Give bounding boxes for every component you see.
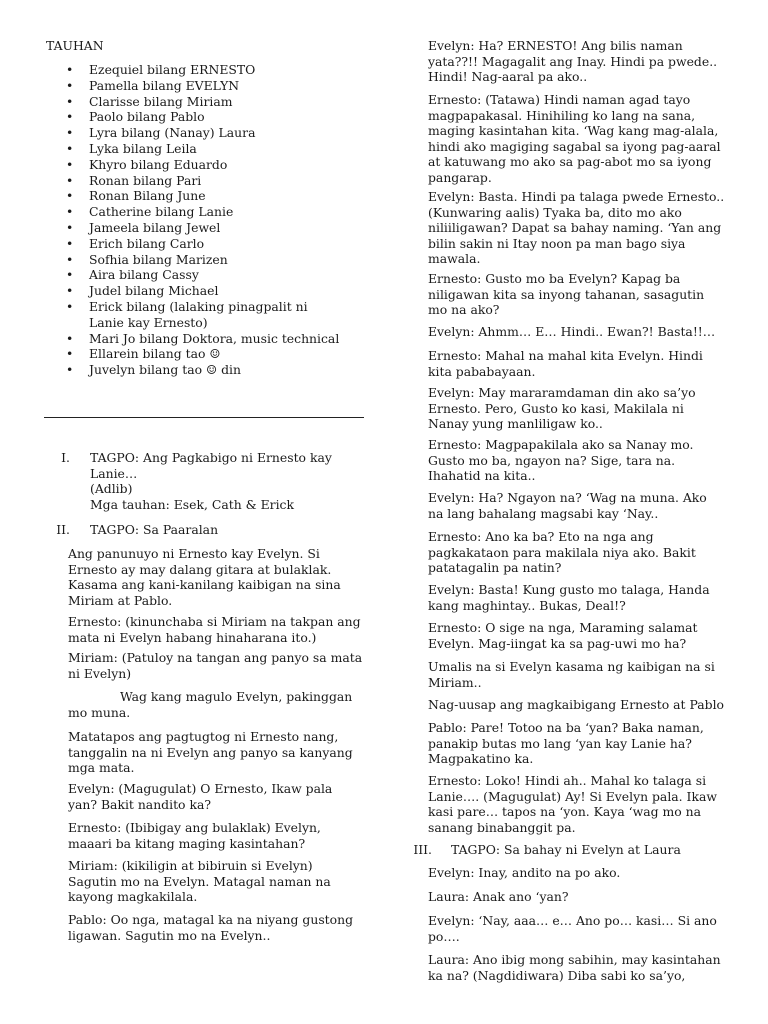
scene-3-paragraph: Evelyn: Inay, andito na po ako. <box>428 865 621 880</box>
cast-item: • Lyka bilang Leila <box>46 141 346 157</box>
scene-2-paragraph: Nag-uusap ang magkaibigang Ernesto at Pablo <box>428 697 724 712</box>
cast-heading: TAUHAN <box>46 38 104 53</box>
scene-2-paragraph: Matatapos ang pagtugtog ni Ernesto nang, tanggalin na ni Evelyn ang panyo sa kanyang mga mata. <box>68 729 353 775</box>
cast-item: • Erick bilang (lalaking pinagpalit ni Lanie kay Ernesto) <box>46 299 346 331</box>
scene-2-paragraph: Ernesto: Loko! Hindi ah.. Mahal ko talaga si Lanie…. (Magugulat) Ay! Si Evelyn pala. Ikaw kasi pare… tapos na ‘yon. Kaya ‘wag mo na sanang binabanggit pa. <box>428 773 717 835</box>
cast-item: • Clarisse bilang Miriam <box>46 94 346 110</box>
scene-3-paragraph: Evelyn: ‘Nay, aaa… e… Ano po… kasi… Si ano po…. <box>428 913 717 944</box>
scene-2-paragraph: Pablo: Pare! Totoo na ba ‘yan? Baka naman, panakip butas mo lang ‘yan kay Lanie ha? Magpakatino ka. <box>428 720 704 766</box>
scene-2-paragraph: Ernesto: Gusto mo ba Evelyn? Kapag ba niligawan kita sa inyong tahanan, sasagutin mo na ako? <box>428 271 705 317</box>
scene-2-paragraph: Ernesto: Mahal na mahal kita Evelyn. Hindi kita pababayaan. <box>428 348 703 379</box>
cast-item: • Pamella bilang EVELYN <box>46 78 346 94</box>
cast-item: • Erich bilang Carlo <box>46 236 346 252</box>
cast-item: • Sofhia bilang Marizen <box>46 252 346 268</box>
scene-2-paragraph: Evelyn: Ha? Ngayon na? ‘Wag na muna. Ako na lang bahalang magsabi kay ‘Nay.. <box>428 490 707 521</box>
cast-item: • Aira bilang Cassy <box>46 267 346 283</box>
scene-2-paragraph: Ernesto: Ano ka ba? Eto na nga ang pagkakataon para makilala niya ako. Bakit patatagalin pa natin? <box>428 529 696 575</box>
scene-2-paragraph: Ang panunuyo ni Ernesto kay Evelyn. Si Ernesto ay may dalang gitara at bulaklak. Kasama ang kani-kanilang kaibigan na sina Miriam at Pablo. <box>68 546 341 608</box>
scene-2-paragraph: Ernesto: (Tatawa) Hindi naman agad tayo magpapakasal. Hinihiling ko lang na sana, maging kasintahan kita. ‘Wag kang mag-alala, hindi ako magiging sagabal sa iyong pag-aaral at katuwang mo ako sa pag-abot mo sa iyong pangarap. <box>428 92 721 185</box>
cast-item: • Khyro bilang Eduardo <box>46 157 346 173</box>
cast-item: • Ronan bilang Pari <box>46 173 346 189</box>
cast-item: • Paolo bilang Pablo <box>46 109 346 125</box>
scene-2-paragraph: Ernesto: O sige na nga, Maraming salamat Evelyn. Mag-iingat ka sa pag-uwi mo ha? <box>428 620 698 651</box>
scene-2-paragraph: Evelyn: Basta! Kung gusto mo talaga, Handa kang maghintay.. Bukas, Deal!? <box>428 582 710 613</box>
cast-item: • Ellarein bilang tao ☺ <box>46 346 346 362</box>
scene-2-paragraph: Ernesto: Magpapakilala ako sa Nanay mo. Gusto mo ba, ngayon na? Sige, tara na. Ihahatid na kita.. <box>428 437 694 483</box>
scene-2-paragraph: Ernesto: (kinunchaba si Miriam na takpan ang mata ni Evelyn habang hinaharana ito.) <box>68 614 361 645</box>
cast-item: • Mari Jo bilang Doktora, music technical <box>46 331 346 347</box>
scene-1-note: (Adlib) <box>90 481 133 496</box>
scene-2-paragraph: Evelyn: Ha? ERNESTO! Ang bilis naman yata??!! Magagalit ang Inay. Hindi pa pwede.. Hindi! Nag-aaral pa ako.. <box>428 38 718 84</box>
scene-1-characters: Mga tauhan: Esek, Cath & Erick <box>90 496 294 512</box>
scene-2-title: TAGPO: Sa Paaralan <box>90 522 219 537</box>
scene-1-number: I. <box>61 450 70 465</box>
scene-2-paragraph: Wag kang magulo Evelyn, pakinggan mo muna. <box>68 689 353 720</box>
cast-item: • Jameela bilang Jewel <box>46 220 346 236</box>
scene-1-title: TAGPO: Ang Pagkabigo ni Ernesto kay Lanie… <box>90 450 332 481</box>
scene-3-paragraph: Laura: Anak ano ‘yan? <box>428 889 569 904</box>
scene-2-paragraph: Ernesto: (Ibibigay ang bulaklak) Evelyn, maaari ba kitang maging kasintahan? <box>68 820 321 851</box>
scene-2-paragraph: Evelyn: (Magugulat) O Ernesto, Ikaw pala yan? Bakit nandito ka? <box>68 781 333 812</box>
scene-2-paragraph: Evelyn: Ahmm… E… Hindi.. Ewan?! Basta!!… <box>428 324 716 339</box>
scene-3-paragraph: Laura: Ano ibig mong sabihin, may kasintahan ka na? (Nagdidiwara) Diba sabi ko sa’yo, <box>428 952 721 983</box>
cast-item: • Juvelyn bilang tao ☺ din <box>46 362 346 378</box>
cast-item: • Ronan Bilang June <box>46 188 346 204</box>
cast-item: • Ezequiel bilang ERNESTO <box>46 62 346 78</box>
scene-2-paragraph: Umalis na si Evelyn kasama ng kaibigan na si Miriam.. <box>428 659 715 690</box>
cast-item: • Catherine bilang Lanie <box>46 204 346 220</box>
scene-2-paragraph: Miriam: (kikiligin at bibiruin si Evelyn) Sagutin mo na Evelyn. Matagal naman na kayong magkakilala. <box>68 858 331 904</box>
scene-2-paragraph: Miriam: (Patuloy na tangan ang panyo sa mata ni Evelyn) <box>68 650 363 681</box>
scene-3-title: TAGPO: Sa bahay ni Evelyn at Laura <box>451 842 681 857</box>
scene-3-number: III. <box>413 842 432 857</box>
cast-list <box>46 62 346 378</box>
scene-2-paragraph: Evelyn: May mararamdaman din ako sa’yo Ernesto. Pero, Gusto ko kasi, Makilala ni Nanay yung manliligaw ko.. <box>428 385 696 431</box>
cast-item: • Lyra bilang (Nanay) Laura <box>46 125 346 141</box>
section-divider <box>44 417 364 418</box>
scene-2-paragraph: Evelyn: Basta. Hindi pa talaga pwede Ernesto.. (Kunwaring aalis) Tyaka ba, dito mo ako niliiligawan? Dapat sa bahay naming. ‘Yan ang bilin sakin ni Itay noon pa man bago siya mawala. <box>428 189 725 266</box>
cast-item: • Judel bilang Michael <box>46 283 346 299</box>
scene-2-paragraph: Pablo: Oo nga, matagal ka na niyang gustong ligawan. Sagutin mo na Evelyn.. <box>68 912 354 943</box>
scene-2-number: II. <box>56 522 70 537</box>
